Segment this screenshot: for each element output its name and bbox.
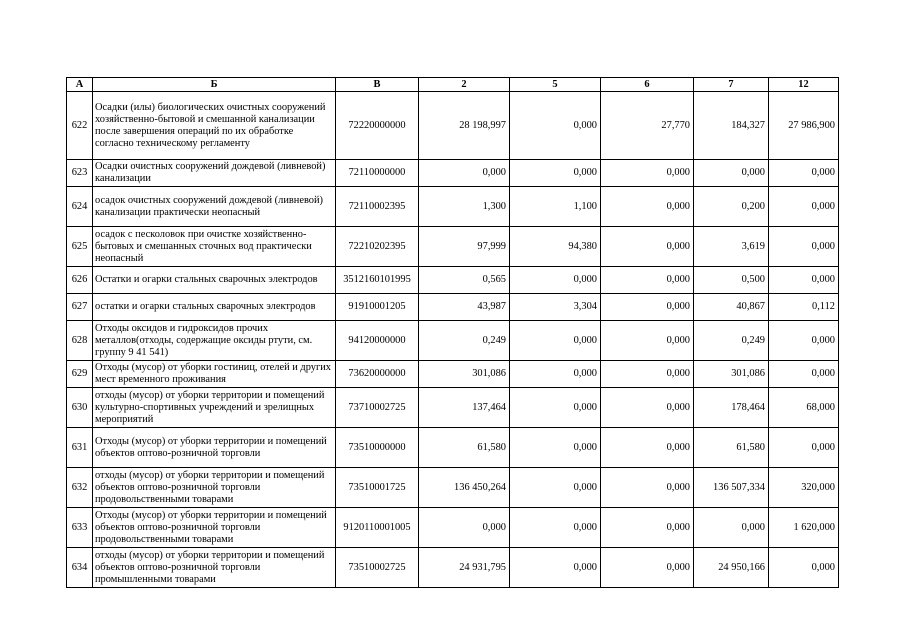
table-row — [67, 294, 839, 321]
value-col-2: 97,999 — [419, 227, 510, 267]
waste-name: Остатки и огарки стальных сварочных электродов — [93, 267, 336, 294]
value-col-7: 61,580 — [694, 428, 769, 468]
waste-name: осадок с песколовок при очистке хозяйственно-бытовых и смешанных сточных вод практически неопасный — [93, 227, 336, 267]
value-col-5: 3,304 — [510, 294, 601, 321]
value-col-6: 0,000 — [601, 294, 694, 321]
row-number: 626 — [67, 267, 93, 294]
value-col-5: 0,000 — [510, 428, 601, 468]
value-col-12: 0,000 — [769, 267, 839, 294]
value-col-2: 137,464 — [419, 388, 510, 428]
value-col-2: 0,249 — [419, 321, 510, 361]
waste-name: Отходы (мусор) от уборки территории и помещений объектов оптово-розничной торговли продовольственными товарами — [93, 508, 336, 548]
waste-code: 94120000000 — [336, 321, 419, 361]
header-row — [67, 78, 839, 92]
value-col-7: 0,200 — [694, 187, 769, 227]
value-col-7: 0,500 — [694, 267, 769, 294]
value-col-2: 301,086 — [419, 361, 510, 388]
row-number: 622 — [67, 92, 93, 160]
waste-name: осадок очистных сооружений дождевой (ливневой) канализации практически неопасный — [93, 187, 336, 227]
value-col-7: 24 950,166 — [694, 548, 769, 588]
value-col-5: 0,000 — [510, 321, 601, 361]
value-col-6: 0,000 — [601, 508, 694, 548]
value-col-6: 0,000 — [601, 267, 694, 294]
value-col-5: 0,000 — [510, 160, 601, 187]
value-col-6: 0,000 — [601, 321, 694, 361]
value-col-7: 0,000 — [694, 508, 769, 548]
row-number: 625 — [67, 227, 93, 267]
waste-code: 3512160101995 — [336, 267, 419, 294]
waste-name: Отходы оксидов и гидроксидов прочих металлов(отходы, содержащие оксиды ртути, см. группу 9 41 541) — [93, 321, 336, 361]
waste-name: Осадки очистных сооружений дождевой (ливневой) канализации — [93, 160, 336, 187]
value-col-2: 24 931,795 — [419, 548, 510, 588]
value-col-2: 0,000 — [419, 508, 510, 548]
value-col-2: 136 450,264 — [419, 468, 510, 508]
table-row — [67, 428, 839, 468]
row-number: 629 — [67, 361, 93, 388]
waste-name: Осадки (илы) биологических очистных сооружений хозяйственно-бытовой и смешанной канализации после завершения операций по их обработке согласно техническому регламенту — [93, 92, 336, 160]
waste-name: отходы (мусор) от уборки территории и помещений объектов оптово-розничной торговли промышленными товарами — [93, 548, 336, 588]
table-row — [67, 160, 839, 187]
waste-code: 73510001725 — [336, 468, 419, 508]
waste-code: 73510000000 — [336, 428, 419, 468]
row-number: 631 — [67, 428, 93, 468]
value-col-7: 0,249 — [694, 321, 769, 361]
value-col-5: 94,380 — [510, 227, 601, 267]
value-col-12: 1 620,000 — [769, 508, 839, 548]
value-col-6: 0,000 — [601, 428, 694, 468]
waste-code: 72220000000 — [336, 92, 419, 160]
waste-code: 73510002725 — [336, 548, 419, 588]
column-header: А — [67, 78, 93, 92]
waste-code: 91910001205 — [336, 294, 419, 321]
row-number: 632 — [67, 468, 93, 508]
column-header: Б — [93, 78, 336, 92]
value-col-5: 0,000 — [510, 388, 601, 428]
table-row — [67, 227, 839, 267]
waste-data-table — [66, 77, 839, 588]
value-col-6: 0,000 — [601, 468, 694, 508]
waste-code: 72210202395 — [336, 227, 419, 267]
value-col-12: 0,000 — [769, 428, 839, 468]
value-col-5: 0,000 — [510, 267, 601, 294]
value-col-12: 0,112 — [769, 294, 839, 321]
value-col-7: 136 507,334 — [694, 468, 769, 508]
value-col-6: 27,770 — [601, 92, 694, 160]
value-col-12: 0,000 — [769, 160, 839, 187]
row-number: 623 — [67, 160, 93, 187]
value-col-12: 0,000 — [769, 227, 839, 267]
waste-code: 72110002395 — [336, 187, 419, 227]
value-col-5: 0,000 — [510, 92, 601, 160]
table-row — [67, 508, 839, 548]
table-row — [67, 361, 839, 388]
value-col-12: 320,000 — [769, 468, 839, 508]
value-col-12: 0,000 — [769, 321, 839, 361]
table-row — [67, 92, 839, 160]
row-number: 627 — [67, 294, 93, 321]
value-col-6: 0,000 — [601, 187, 694, 227]
value-col-2: 61,580 — [419, 428, 510, 468]
value-col-12: 0,000 — [769, 548, 839, 588]
column-header: 12 — [769, 78, 839, 92]
table-body — [67, 92, 839, 588]
value-col-2: 1,300 — [419, 187, 510, 227]
value-col-5: 0,000 — [510, 548, 601, 588]
table-row — [67, 267, 839, 294]
value-col-5: 0,000 — [510, 468, 601, 508]
waste-name: остатки и огарки стальных сварочных электродов — [93, 294, 336, 321]
table-row — [67, 468, 839, 508]
value-col-6: 0,000 — [601, 160, 694, 187]
value-col-5: 0,000 — [510, 361, 601, 388]
column-header: 7 — [694, 78, 769, 92]
value-col-5: 1,100 — [510, 187, 601, 227]
value-col-7: 3,619 — [694, 227, 769, 267]
waste-code: 9120110001005 — [336, 508, 419, 548]
column-header: В — [336, 78, 419, 92]
table-row — [67, 321, 839, 361]
value-col-7: 184,327 — [694, 92, 769, 160]
value-col-6: 0,000 — [601, 388, 694, 428]
value-col-7: 0,000 — [694, 160, 769, 187]
waste-name: отходы (мусор) от уборки территории и помещений культурно-спортивных учреждений и зрелищных мероприятий — [93, 388, 336, 428]
value-col-12: 0,000 — [769, 361, 839, 388]
value-col-6: 0,000 — [601, 548, 694, 588]
value-col-12: 0,000 — [769, 187, 839, 227]
row-number: 624 — [67, 187, 93, 227]
row-number: 633 — [67, 508, 93, 548]
value-col-12: 68,000 — [769, 388, 839, 428]
value-col-2: 43,987 — [419, 294, 510, 321]
value-col-2: 28 198,997 — [419, 92, 510, 160]
column-header: 5 — [510, 78, 601, 92]
waste-code: 72110000000 — [336, 160, 419, 187]
value-col-5: 0,000 — [510, 508, 601, 548]
row-number: 630 — [67, 388, 93, 428]
waste-name: отходы (мусор) от уборки территории и помещений объектов оптово-розничной торговли продовольственными товарами — [93, 468, 336, 508]
value-col-2: 0,000 — [419, 160, 510, 187]
value-col-2: 0,565 — [419, 267, 510, 294]
value-col-12: 27 986,900 — [769, 92, 839, 160]
value-col-6: 0,000 — [601, 361, 694, 388]
value-col-7: 178,464 — [694, 388, 769, 428]
table-row — [67, 548, 839, 588]
value-col-6: 0,000 — [601, 227, 694, 267]
table-row — [67, 388, 839, 428]
waste-code: 73710002725 — [336, 388, 419, 428]
value-col-7: 301,086 — [694, 361, 769, 388]
row-number: 634 — [67, 548, 93, 588]
value-col-7: 40,867 — [694, 294, 769, 321]
waste-code: 73620000000 — [336, 361, 419, 388]
column-header: 2 — [419, 78, 510, 92]
column-header: 6 — [601, 78, 694, 92]
waste-name: Отходы (мусор) от уборки территории и помещений объектов оптово-розничной торговли — [93, 428, 336, 468]
table-row — [67, 187, 839, 227]
row-number: 628 — [67, 321, 93, 361]
waste-name: Отходы (мусор) от уборки гостиниц, отелей и других мест временного проживания — [93, 361, 336, 388]
